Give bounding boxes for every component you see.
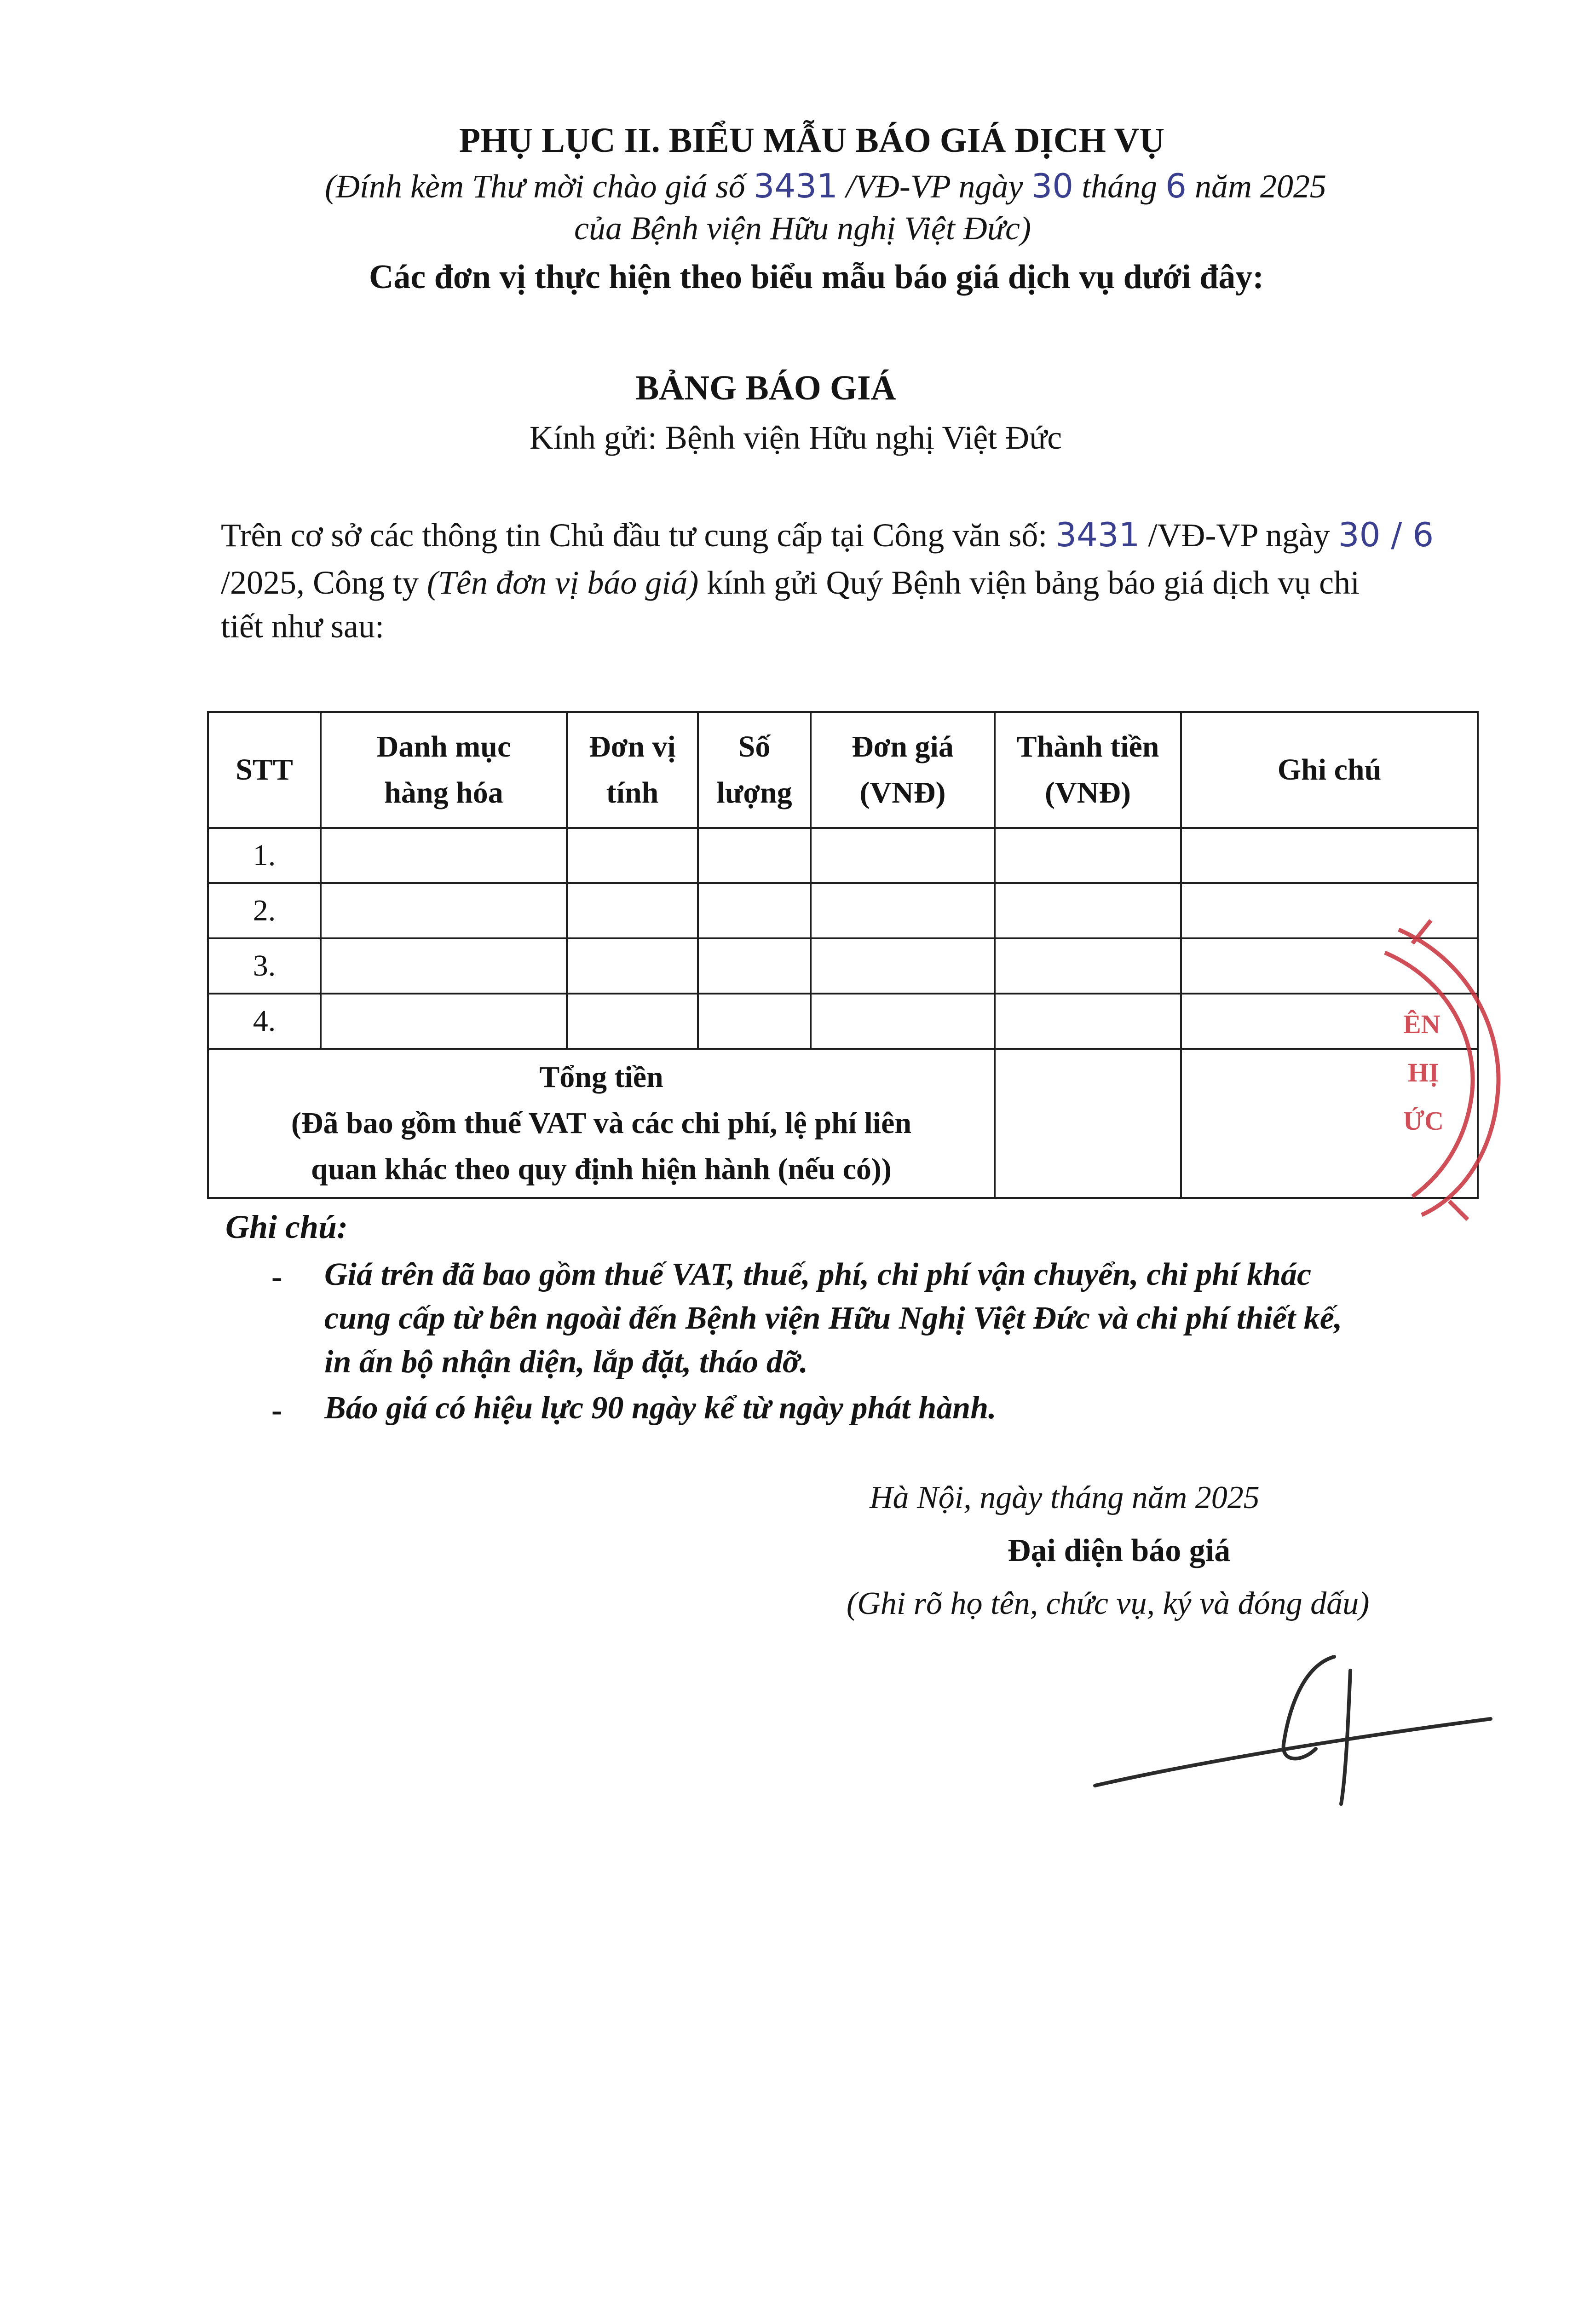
recipient-line: Kính gửi: Bệnh viện Hữu nghị Việt Đức <box>529 419 1062 456</box>
intro-line-3: tiết như sau: <box>221 608 384 645</box>
intro-mid: /VĐ-VP ngày <box>1140 517 1338 554</box>
notes-title: Ghi chú: <box>225 1208 348 1245</box>
row-number: 3. <box>208 938 321 994</box>
intro-line2-prefix: /2025, Công ty <box>221 564 427 601</box>
row-number: 2. <box>208 883 321 938</box>
intro-line2-suffix: kính gửi Quý Bệnh viện bảng báo giá dịch vụ chi <box>698 564 1360 601</box>
row-number: 4. <box>208 994 321 1049</box>
signature-instruction: (Ghi rõ họ tên, chức vụ, ký và đóng dấu) <box>847 1586 1370 1621</box>
handwritten-letter-number: 3431 <box>753 167 838 205</box>
note-1-line1: Giá trên đã bao gồm thuế VAT, thuế, phí, chi phí vận chuyển, chi phí khác <box>324 1257 1312 1292</box>
bullet-2: - <box>271 1393 282 1428</box>
form-title: BẢNG BÁO GIÁ <box>635 369 896 407</box>
column-header-unit-price: Đơn giá (VNĐ) <box>811 712 995 828</box>
handwritten-signature <box>1095 1657 1491 1804</box>
column-header-notes: Ghi chú <box>1181 712 1478 828</box>
attachment-reference-line2: của Bệnh viện Hữu nghị Việt Đức) <box>574 210 1031 247</box>
row-number: 1. <box>208 828 321 883</box>
stamp-text-fragment: ÊN <box>1403 1009 1440 1039</box>
handwritten-intro-number: 3431 <box>1055 515 1140 554</box>
total-label: Tổng tiền <box>539 1060 663 1094</box>
column-header-unit: Đơn vị tính <box>567 712 698 828</box>
attachment-mid-1: /VĐ-VP ngày <box>837 168 1031 205</box>
attachment-prefix: (Đính kèm Thư mời chào giá số <box>325 168 754 205</box>
red-stamp <box>1385 920 1498 1220</box>
note-2: Báo giá có hiệu lực 90 ngày kể từ ngày phát hành. <box>324 1390 997 1426</box>
stamp-text-fragment: HỊ <box>1408 1058 1439 1087</box>
representative-role: Đại diện báo giá <box>1008 1533 1231 1568</box>
intro-prefix: Trên cơ sở các thông tin Chủ đầu tư cung cấp tại Công văn số: <box>221 517 1056 554</box>
attachment-suffix: năm 2025 <box>1186 168 1326 205</box>
total-note-line1: (Đã bao gồm thuế VAT và các chi phí, lệ phí liên <box>291 1106 912 1140</box>
handwritten-intro-date: 30 / 6 <box>1338 515 1434 554</box>
note-1-line2: cung cấp từ bên ngoài đến Bệnh viện Hữu Nghị Việt Đức và chi phí thiết kế, <box>324 1301 1342 1336</box>
stamp-text-fragment: ỨC <box>1403 1106 1444 1136</box>
attachment-mid-2: tháng <box>1073 168 1166 205</box>
place-date-line: Hà Nội, ngày tháng năm 2025 <box>870 1480 1260 1515</box>
bullet-1: - <box>271 1259 282 1295</box>
column-header-quantity: Số lượng <box>698 712 811 828</box>
company-placeholder: (Tên đơn vị báo giá) <box>427 564 699 601</box>
handwritten-month: 6 <box>1165 167 1187 205</box>
handwritten-day: 30 <box>1031 167 1074 205</box>
column-header-amount: Thành tiền (VNĐ) <box>995 712 1181 828</box>
column-header-item-list: Danh mục hàng hóa <box>321 712 567 828</box>
column-header-stt: STT <box>208 712 321 828</box>
note-1-line3: in ấn bộ nhận diện, lắp đặt, tháo dỡ. <box>324 1344 808 1380</box>
appendix-title: PHỤ LỤC II. BIỂU MẪU BÁO GIÁ DỊCH VỤ <box>459 121 1165 160</box>
total-note-line2: quan khác theo quy định hiện hành (nếu có)) <box>311 1152 892 1186</box>
instruction-heading: Các đơn vị thực hiện theo biểu mẫu báo giá dịch vụ dưới đây: <box>369 258 1264 296</box>
